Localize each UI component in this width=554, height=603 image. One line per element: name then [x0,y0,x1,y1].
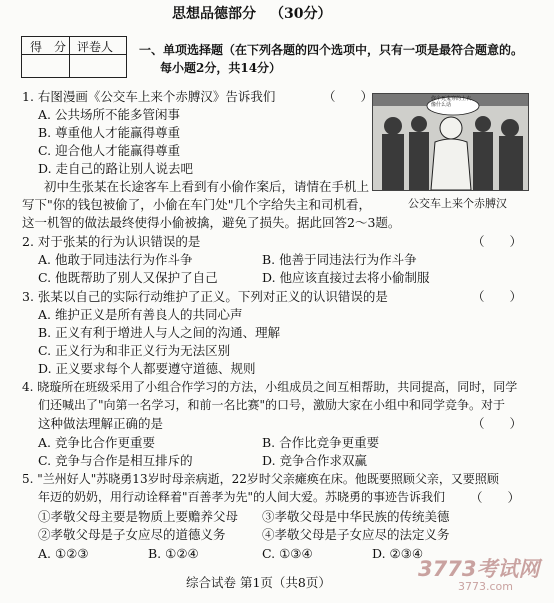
section-instruction-line1: 一、单项选择题（在下列各题的四个选项中，只有一项是最符合题意的。 [139,43,524,57]
page-footer: 综合试卷 第1页（共8页） [186,575,331,590]
q4-stem-line1: 4. 晓璇所在班级采用了小组合作学习的方法，小组成员之间互相帮助，共同提高，同时，同学 [22,380,518,394]
score-table [21,36,127,78]
q5-stem-line2: 年迈的奶奶，用行动诠释着"百善孝为先"的人间大爱。苏晓勇的事迹告诉我们 [38,490,446,504]
q1-answer-paren[interactable]: （ ） [323,89,374,104]
passage-line3: 这一机智的做法最终使得小偷被擒，避免了损失。据此回答2～3题。 [22,215,401,230]
q2-option-c[interactable]: C. 他既帮助了别人又保护了自己 [38,270,218,285]
q5-statement-4: ④孝敬父母是子女应尽的法定义务 [262,527,450,542]
q5-option-a[interactable]: A. ①②③ [38,546,89,561]
q1-stem: 1. 右图漫画《公交车上来个赤膊汉》告诉我们 [22,89,276,104]
q2-option-d[interactable]: D. 他应该直接过去将小偷制服 [262,270,430,285]
q4-answer-paren[interactable]: （ ） [472,416,523,431]
score-label: 得 分 [30,40,67,54]
passage-line1: 初中生张某在长途客车上看到有小偷作案后，请情在手机上 [44,179,370,194]
q3-option-b[interactable]: B. 正义有利于增进人与人之间的沟通、理解 [38,325,281,340]
q2-stem: 2. 对于张某的行为认识错误的是 [22,234,201,249]
q3-option-c[interactable]: C. 正义行为和非正义行为无法区别 [38,343,231,358]
q1-option-b[interactable]: B. 尊重他人才能赢得尊重 [38,125,181,140]
q4-stem-line3: 这种做法理解正确的是 [38,416,164,431]
watermark-logo: 3773考试网 [418,557,540,581]
q1-option-c[interactable]: C. 迎合他人才能赢得尊重 [38,143,181,158]
q5-option-c[interactable]: C. ①③④ [262,546,313,561]
q4-option-b[interactable]: B. 合作比竞争更重要 [262,435,380,450]
q1-option-a[interactable]: A. 公共场所不能多管闲事 [38,107,180,122]
q3-option-a[interactable]: A. 维护正义是所有善良人的共同心声 [38,307,243,322]
cartoon-caption: 公交车上来个赤膊汉 [408,197,507,210]
q3-answer-paren[interactable]: （ ） [472,289,523,304]
q5-statement-1: ①孝敬父母主要是物质上要赡养父母 [38,509,239,524]
cartoon-image [372,93,529,191]
q4-option-a[interactable]: A. 竞争比合作更重要 [38,435,155,450]
q2-option-a[interactable]: A. 他敢于同违法行为作斗争 [38,252,193,267]
section-title: 思想品德部分 [172,6,256,22]
watermark-url: 3773.com [458,580,513,593]
q4-stem-line2: 们还喊出了"向第一名学习，和前一名比赛"的口号，激励大家在小组中和同学竞争。对于 [38,398,506,412]
cartoon-bubble-text: 你个死鬼穿的上衣像什么话 [431,96,472,108]
q5-statement-2: ②孝敬父母是子女应尽的道德义务 [38,527,226,542]
q2-answer-paren[interactable]: （ ） [472,234,523,249]
q3-option-d[interactable]: D. 正义要求每个人都要遵守道德、规则 [38,361,256,376]
q4-option-d[interactable]: D. 竞争合作求双赢 [262,453,368,468]
passage-line2: 写下"你的钱包被偷了，小偷在车门处"几个字给失主和司机看， [22,197,372,212]
q2-option-b[interactable]: B. 他善于同违法行为作斗争 [262,252,417,267]
q5-answer-paren[interactable]: （ ） [470,490,521,505]
cartoon-drawing [373,94,528,190]
q5-option-b[interactable]: B. ①②④ [148,546,199,561]
q5-stem-line1: 5. "兰州好人"苏晓勇13岁时母亲病逝，22岁时父亲瘫痪在床。他既要照顾父亲，又要照顾 [22,472,499,486]
q5-statement-3: ③孝敬父母是中华民族的传统美德 [262,509,450,524]
q1-option-d[interactable]: D. 走自己的路让别人说去吧 [38,161,194,176]
q5-option-d[interactable]: D. ②③④ [372,546,424,561]
q3-stem: 3. 张某以自己的实际行动维护了正义。下列对正义的认识错误的是 [22,289,388,304]
grader-label: 评卷人 [77,40,114,54]
q4-option-c[interactable]: C. 竞争与合作是相互排斥的 [38,453,193,468]
section-instruction-line2: 每小题2分，共14分） [160,61,282,75]
section-score: （30分） [270,6,332,22]
